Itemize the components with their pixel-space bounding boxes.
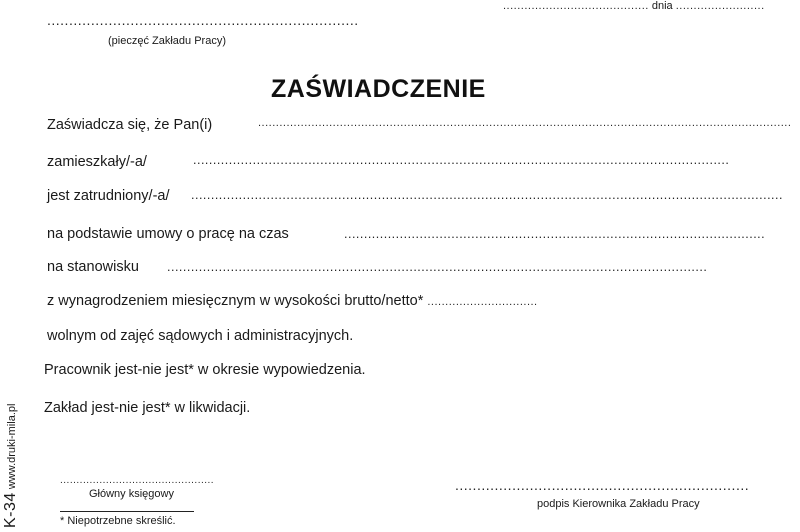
field-name xyxy=(47,117,212,133)
manager-signature-line: ................................................................... xyxy=(455,477,750,493)
field-label: Zaświadcza się, że Pan(i) xyxy=(47,117,213,133)
publisher-url: www.druki-mila.pl xyxy=(6,403,18,490)
field-position-dots: ........................................................................................................................................ xyxy=(167,260,708,274)
field-contract xyxy=(47,226,289,242)
form-code-sidebar xyxy=(2,404,20,528)
field-name-dots: ...................................................................................................................................................... xyxy=(258,117,792,129)
field-employed-dots: ..................................................................................................................................................... xyxy=(191,188,783,202)
date-label: dnia xyxy=(651,0,673,12)
field-label: zamieszkały/-a/ xyxy=(47,154,147,170)
footnote-rule xyxy=(60,511,194,512)
statement-court: wolnym od zajęć sądowych i administracyjnych. xyxy=(47,328,354,344)
field-label: na stanowisku xyxy=(47,259,139,275)
accountant-signature-line: ............................................... xyxy=(60,475,215,486)
field-position xyxy=(47,259,139,275)
field-label: z wynagrodzeniem miesięcznym w wysokości brutto/netto* xyxy=(47,293,424,309)
field-salary xyxy=(47,293,538,309)
field-address xyxy=(47,154,147,170)
statement-notice: Pracownik jest-nie jest* w okresie wypowiedzenia. xyxy=(44,362,366,378)
date-area xyxy=(503,0,765,12)
place-dots: ......................................... xyxy=(503,0,649,12)
field-employed xyxy=(47,188,170,204)
field-label: na podstawie umowy o pracę na czas xyxy=(47,226,289,242)
field-salary-dots: ............................... xyxy=(427,296,538,308)
accountant-label: Główny księgowy xyxy=(89,488,174,500)
statement-liquidation: Zakład jest-nie jest* w likwidacji. xyxy=(44,400,251,416)
field-address-dots: ....................................................................................................................................... xyxy=(193,153,730,167)
form-code: K-34 xyxy=(2,492,19,528)
stamp-signature-line: ....................................................................... xyxy=(47,12,359,28)
manager-label: podpis Kierownika Zakładu Pracy xyxy=(537,498,700,510)
document-title: ZAŚWIADCZENIE xyxy=(271,75,486,103)
field-contract-dots: .......................................................................................................... xyxy=(344,227,766,241)
date-value-dots: ......................... xyxy=(675,0,765,12)
field-label: jest zatrudniony/-a/ xyxy=(47,188,170,204)
footnote: * Niepotrzebne skreślić. xyxy=(60,515,176,527)
stamp-label: (pieczęć Zakładu Pracy) xyxy=(108,35,226,47)
